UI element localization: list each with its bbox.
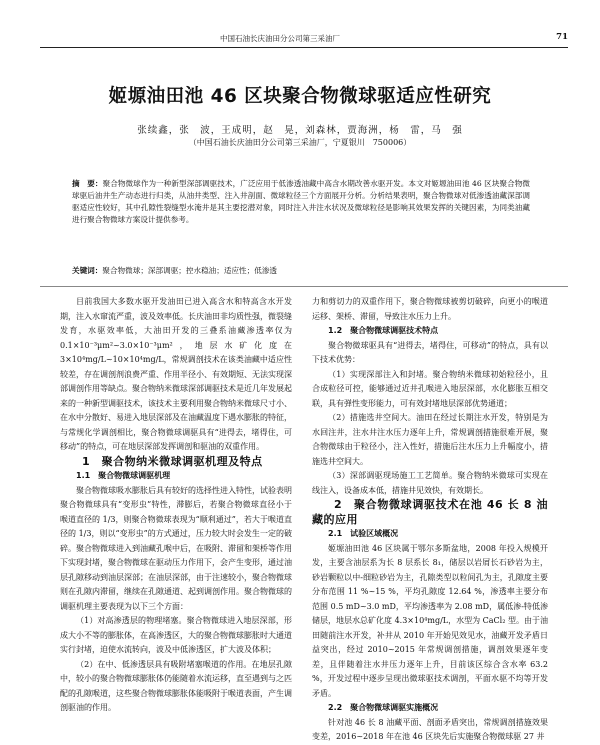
author-list: 张续鑫，张 波，王成明，赵 晃，刘森林，贾海洲，杨 雷，马 强 <box>137 125 463 136</box>
paper-title: 姬塬油田池 46 区块聚合物微球驱适应性研究 <box>108 86 492 107</box>
left-column <box>60 295 292 716</box>
subsection-1-1-heading: 1.1 聚合物微球调驱机理 <box>76 471 171 480</box>
paragraph-2-1: 姬塬油田池 46 区块属于鄂尔多斯盆地，2008 年投入规模开发，主要含油层系为长 8 层系长 8₁，储层以岩屑长石砂岩为主，砂岩颗粒以中-细粒砂岩为主，孔隙类型以粒间孔为主，孔隙度主要分布范围 11 %~15 %，平均孔隙度 12.64 %，渗透率主要分布范围 0.5 mD~3.0 mD，平均渗透率为 2.08 mD，属低渗-特低渗储层，地层水总矿化度 4.3×10⁴mg/L，水型为 CaCl₂ 型。由于油田随前注水开发，补井从 2010 年开始见效见水，油藏开发矛盾日益突出，经过 2010~2015 年常规调剖措施，调剖效果逐年变差，且伴随着注水井压力逐年上升，目前该区综合含水率 63.2 %，开发过程中逐步呈现出微球驱技术调剖，平面水驱不均等开发矛盾。 <box>312 543 548 698</box>
journal-name: 中国石油长庆油田分公司第三采油厂 <box>220 34 340 43</box>
abstract-label: 摘 要： <box>72 179 103 188</box>
right-column <box>312 295 548 745</box>
keywords-text: 聚合物微球；深部调驱；控水稳油；适应性；低渗透 <box>102 266 278 275</box>
paragraph-1-1-item-1: （1）对高渗透层的物理堵塞。聚合物微球进入地层深部，形成大小不等的膨胀体，在高渗透区，大的聚合物微球膨胀时大通道实行封堵，迫使水流转向，波及中低渗透区，扩大波及体积； <box>60 616 292 654</box>
running-header <box>40 33 568 48</box>
continued-paragraph: 力和剪切力的双重作用下，聚合物微球被剪切破碎，向更小的喉道运移、架桥、滞留，导致注水压力上升。 <box>312 297 548 321</box>
paragraph-1-2-item-1: （1）实现深部注入和封堵。聚合物纳米微球初始粒径小，且合成粒径可控，能够通过近井孔喉进入地层深部，水化膨胀互相交联，具有弹性变形能力，可有效封堵地层深部优势通道； <box>312 369 548 408</box>
page-number: 71 <box>556 32 568 42</box>
section-divider <box>40 286 568 287</box>
subsection-1-2-heading: 1.2 聚合物微球调驱技术特点 <box>328 326 439 335</box>
keywords-label: 关键词： <box>72 266 103 275</box>
section-2-heading: 2 聚合物微球调驱技术在池 46 长 8 油藏的应用 <box>312 498 548 526</box>
paragraph-1-2-item-2: （2）措施选井空间大。油田在经过长期注水开发，特别是为水回注井，注水井注水压力逐年上升，常规调剖措施很难开展，聚合物微球由于粒径小，注入性好，措施后注水压力上升幅度小，措施选井空间大。 <box>312 413 548 466</box>
keywords <box>72 265 530 277</box>
paragraph-2-2: 针对池 46 长 8 油藏平面、剖面矛盾突出，常规调剖措施效果变差，2016~2018 年在池 46 区块先后实施聚合物微球驱 27 井 <box>312 717 548 741</box>
affiliation: （中国石油长庆油田分公司第三采油厂，宁夏银川 750006） <box>188 138 412 147</box>
subsection-2-2-heading: 2.2 聚合物微球调驱实施概况 <box>328 703 439 712</box>
paragraph-1-2-item-3: （3）深部调驱现场施工工艺简单。聚合物纳米微球可实现在线注入，设备成本低，措施井见效快，有效期长。 <box>312 471 548 495</box>
abstract <box>72 178 530 226</box>
intro-paragraph: 目前我国大多数水驱开发油田已进入高含水和特高含水开发期，注入水窜流严重，波及效率低。长庆油田非均质性强，微裂缝发育，水驱效率低，大油田开发的三叠系油藏渗透率仅为 0.1×10⁻³μm²~3.0×10⁻³μm²，地层水矿化度在 3×10⁴mg/L~10×10⁴mg/L，常规调剖技术在该类油藏中适应性较差，存在调剖剂浪费严重、作用半径小、有效期短、无法实现深部调剖作用等缺点。聚合物纳米微球深部调驱技术是近几年发展起来的一种新型调驱技术，该技术主要利用聚合物纳米微球尺寸小、在水中分散好、易进入地层深部及在油藏温度下遇水膨胀的特征，与常规化学调剖相比，聚合物微球调驱具有“进得去，堵得住，可移动”的特点，可在地层深部发挥调剖和驱油的双重作用。 <box>60 297 292 451</box>
subsection-2-1-heading: 2.1 试验区域概况 <box>328 529 399 538</box>
paragraph-1-1: 聚合物微球吸水膨胀后具有较好的选择性进入特性，试验表明聚合物微球具有“变形虫”特性，滞膨后，若聚合物微球直径小于喉道直径的 1/3，则聚合物微球表现为“顺利通过”，若大于喉道直径的 1/3，则以“变形虫”的方式通过，压力较大时会发生一定的破碎。聚合物微球进入到油藏孔喉中后，在吸附、滞留和架桥等作用下实现封堵，聚合物微球在驱动压力作用下，会产生变形，通过油层孔隙移动到油层深部；在油层深部，由于注速较小，聚合物微球则在孔隙内滞留，继续在孔隙通道、起到调剖作用。聚合物微球的调驱机理主要表现为以下三个方面： <box>60 485 292 611</box>
section-1-heading: 1 聚合物纳米微球调驱机理及特点 <box>82 454 263 468</box>
abstract-text: 聚合物微球作为一种新型深部调驱技术，广泛应用于低渗透油藏中高含水期改善水驱开发。本文对姬塬油田池 46 区块聚合物微球驱后油井生产动态进行归类，从油井类型、注入井剖面、微球粒径三个方面展开分析。分析结果表明，聚合物微球对低渗透油藏深部调驱适应性较好，其中孔隙性裂缝型水淹井是其主要挖潜对象，同时注入井注水状况及微球粒径是影响其效果发挥的关键因素，为同类油藏进行聚合物微球方案设计提供参考。 <box>72 179 531 224</box>
paragraph-1-2: 聚合物微球驱具有“进得去，堵得住，可移动”的特点，具有以下技术优势： <box>312 340 548 364</box>
paragraph-1-1-item-2: （2）在中、低渗透层具有吸附堵塞喉道的作用。在地层孔隙中，较小的聚合物微球膨胀体仍能随着水流运移，直至遇到与之匹配的孔隙喉道，这些聚合物微球膨胀体能吸附于喉道表面，产生调剖驱油的作用。 <box>60 659 292 712</box>
